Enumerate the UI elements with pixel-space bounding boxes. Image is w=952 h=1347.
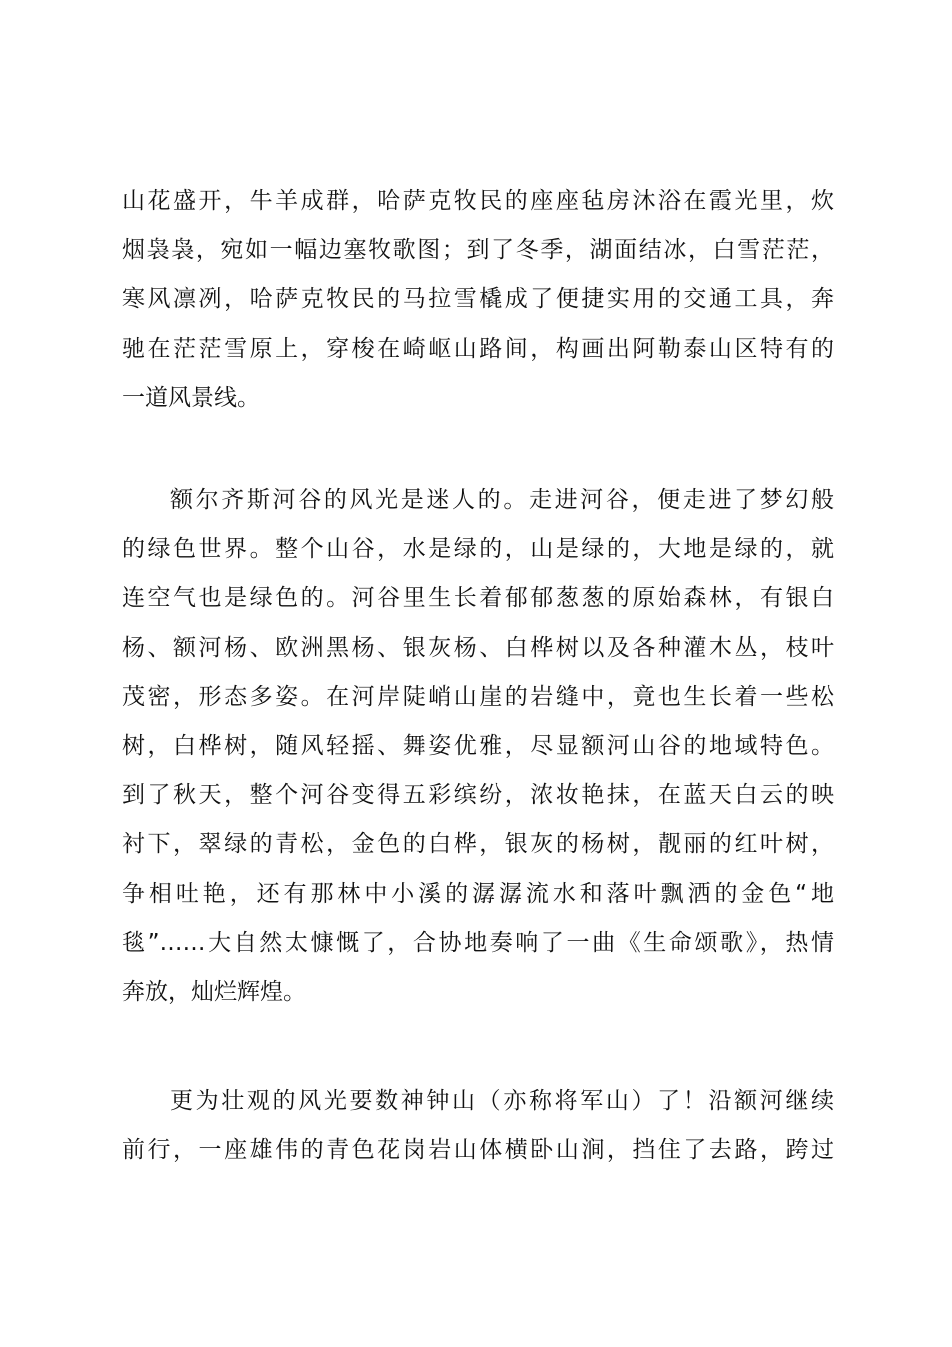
- text-line: 山花盛开，牛羊成群，哈萨克牧民的座座毡房沐浴在霞光里，炊: [122, 188, 834, 214]
- text-line: 连空气也是绿色的。河谷里生长着郁郁葱葱的原始森林，有银白: [122, 585, 834, 612]
- text-line: 到了秋天，整个河谷变得五彩缤纷，浓妆艳抹，在蓝天白云的映: [122, 782, 834, 809]
- paragraph-3: [122, 1077, 834, 1175]
- text-line: 额尔齐斯河谷的风光是迷人的。走进河谷，便走进了梦幻般: [170, 487, 834, 513]
- text-line: 奔放，灿烂辉煌。: [122, 978, 306, 1005]
- text-line: 争相吐艳，还有那林中小溪的潺潺流水和落叶飘洒的金色“地: [122, 880, 834, 907]
- text-line: 烟袅袅，宛如一幅边塞牧歌图；到了冬季，湖面结冰，白雪茫茫，: [122, 237, 834, 264]
- text-line: 杨、额河杨、欧洲黑杨、银灰杨、白桦树以及各种灌木丛，枝叶: [122, 634, 834, 661]
- text-line: 茂密，形态多姿。在河岸陡峭山崖的岩缝中，竟也生长着一些松: [122, 683, 834, 710]
- paragraph-1: [122, 177, 834, 423]
- text-line: 的绿色世界。整个山谷，水是绿的，山是绿的，大地是绿的，就: [122, 536, 834, 563]
- text-line: 驰在茫茫雪原上，穿梭在崎岖山路间，构画出阿勒泰山区特有的: [122, 335, 834, 362]
- text-line: 衬下，翠绿的青松，金色的白桦，银灰的杨树，靓丽的红叶树，: [122, 831, 834, 858]
- text-line: 更为壮观的风光要数神钟山（亦称将军山）了！沿额河继续: [170, 1088, 834, 1114]
- paragraph-2: [122, 476, 834, 1017]
- text-line: 一道风景线。: [122, 384, 260, 411]
- text-line: 寒风凛冽，哈萨克牧民的马拉雪橇成了便捷实用的交通工具，奔: [122, 286, 834, 313]
- text-line: 树，白桦树，随风轻摇、舞姿优雅，尽显额河山谷的地域特色。: [122, 732, 834, 759]
- text-line: 前行，一座雄伟的青色花岗岩山体横卧山涧，挡住了去路，跨过: [122, 1137, 834, 1164]
- text-line: 毯”……大自然太慷慨了，合协地奏响了一曲《生命颂歌》，热情: [122, 929, 834, 956]
